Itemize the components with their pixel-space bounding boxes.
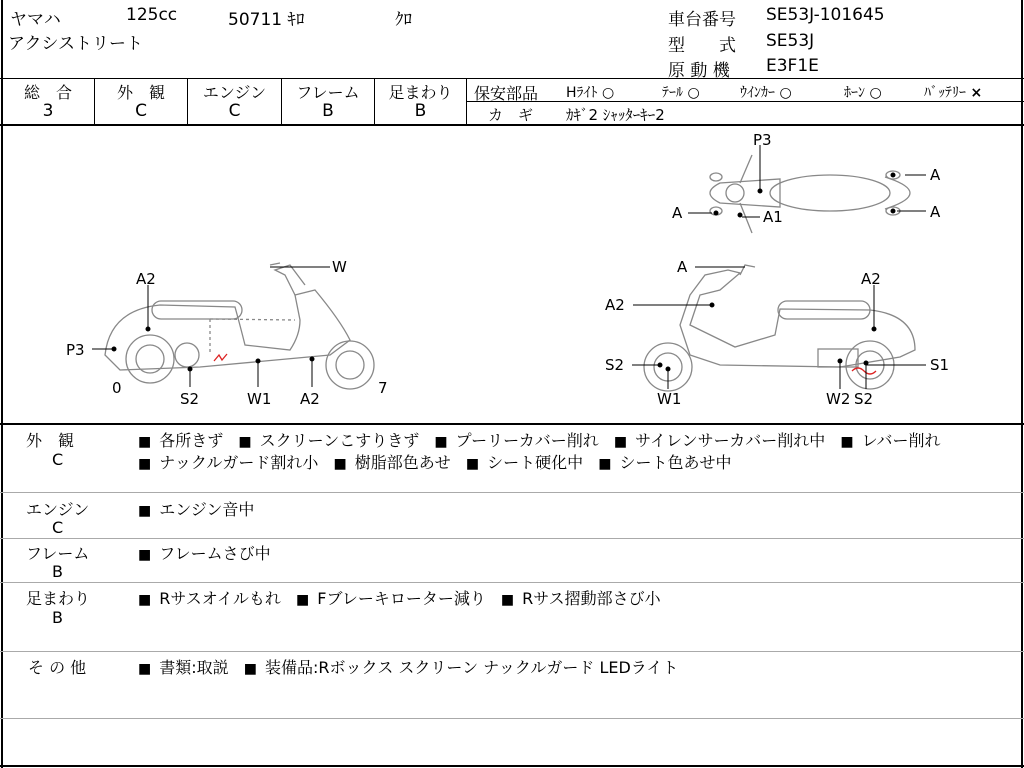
safety-label: 保安部品: [474, 84, 539, 103]
diag-label-top-a1: A1: [763, 208, 783, 226]
frame-no-label: 車台番号: [668, 10, 736, 30]
remarks-sep-5: [0, 718, 1024, 719]
frame-no: SE53J-101645: [766, 5, 885, 25]
remark-item: ■ プーリーカバー削れ: [434, 431, 598, 450]
remark-item: ■ 樹脂部色あせ: [334, 453, 451, 472]
grade-label-suspension: 足まわり: [388, 83, 453, 102]
diag-label-left-s2: S2: [180, 390, 200, 408]
diag-label-right-s2-left: S2: [605, 356, 625, 374]
remark-item: ■ ナックルガード割れ小: [138, 453, 318, 472]
section-suspension-line-1: [138, 586, 671, 609]
remark-item: ■ シート色あせ中: [598, 453, 731, 472]
engine-value: E3F1E: [766, 56, 819, 76]
safety-item-tail: ﾃｰﾙ ○: [662, 85, 700, 101]
section-suspension-label: 足まわり: [26, 589, 91, 608]
top-view-scooter: [710, 155, 910, 233]
remark-item: ■ フレームさび中: [138, 544, 271, 563]
remark-item: ■ エンジン音中: [138, 500, 254, 519]
diag-label-left-0: 0: [112, 379, 122, 397]
grade-sep-5: [466, 78, 467, 124]
section-suspension-grade: B: [52, 608, 63, 627]
diag-label-right-w2: W2: [826, 390, 851, 408]
remarks-sep-4: [0, 651, 1024, 652]
remarks-sep-3: [0, 582, 1024, 583]
engine-label: 原 動 機: [668, 61, 730, 81]
remark-item: ■ 書類:取説: [138, 658, 229, 677]
safety-item-battery: ﾊﾞｯﾃﾘｰ ×: [924, 85, 983, 101]
key-label: カ ギ: [488, 106, 534, 124]
diag-label-left-a2-top: A2: [136, 270, 156, 288]
diag-label-right-s1: S1: [930, 356, 950, 374]
section-exterior-label: 外 観: [26, 431, 75, 450]
section-exterior-line-2: [138, 450, 741, 473]
diag-label-left-p3: P3: [66, 341, 85, 359]
remark-item: ■ シート硬化中: [466, 453, 583, 472]
section-frame-label: フレーム: [26, 544, 90, 563]
remark-item: ■ Fブレーキローター減り: [296, 589, 486, 608]
grade-value-overall: 3: [42, 101, 54, 121]
section-other-line-1: [138, 655, 688, 678]
section-exterior-line-1: [138, 428, 951, 451]
diag-label-right-w1: W1: [657, 390, 682, 408]
diag-label-right-a2-right: A2: [861, 270, 881, 288]
section-other-label: そ の 他: [28, 658, 87, 677]
remark-item: ■ サイレンサーカバー削れ中: [614, 431, 825, 450]
safety-item-headlight: Hﾗｲﾄ ○: [566, 85, 615, 101]
color: ｸﾛ: [395, 10, 412, 30]
frame-bottom: [0, 765, 1024, 767]
grade-label-frame: フレーム: [296, 83, 360, 102]
section-engine-label: エンジン: [26, 500, 90, 519]
diag-label-top-a-left: A: [672, 204, 683, 222]
remark-item: ■ Rサス摺動部さび小: [501, 589, 661, 608]
diag-label-right-s2: S2: [854, 390, 874, 408]
diag-label-left-7: 7: [378, 379, 388, 397]
diag-label-left-a2-bottom: A2: [300, 390, 320, 408]
displacement: 125cc: [126, 5, 178, 25]
remark-item: ■ 装備品:Rボックス スクリーン ナックルガード LEDライト: [244, 658, 679, 677]
damage-diagram: [0, 125, 1024, 423]
grade-row-top: [0, 78, 1024, 79]
remarks-sep-1: [0, 492, 1024, 493]
diag-label-top-a-right-upper: A: [930, 166, 941, 184]
remarks-sep-2: [0, 538, 1024, 539]
key-value: ｶｷﾞ2 ｼｬｯﾀｰｷｰ2: [566, 106, 665, 124]
grade-label-exterior: 外 観: [116, 83, 165, 102]
model-name: アクシストリート: [8, 34, 143, 54]
remarks-top: [0, 423, 1024, 425]
section-engine-grade: C: [52, 518, 64, 537]
diag-label-left-w1: W1: [247, 390, 272, 408]
grade-value-frame: B: [322, 101, 334, 121]
diag-label-right-a2-left: A2: [605, 296, 625, 314]
type-label: 型 式: [668, 36, 736, 56]
remark-item: ■ スクリーンこすりきず: [238, 431, 419, 450]
maker: ヤマハ: [10, 10, 61, 30]
remark-item: ■ レバー削れ: [840, 431, 940, 450]
type-value: SE53J: [766, 31, 815, 51]
grade-label-engine: エンジン: [202, 83, 267, 102]
grade-value-engine: C: [228, 101, 241, 121]
remark-item: ■ Rサスオイルもれ: [138, 589, 281, 608]
grade-value-exterior: C: [135, 101, 147, 121]
diag-label-top-a-right-lower: A: [930, 203, 941, 221]
section-engine-line-1: [138, 497, 264, 520]
remark-item: ■ 各所きず: [138, 431, 223, 450]
diag-label-right-a: A: [677, 258, 688, 276]
section-frame-grade: B: [52, 562, 63, 581]
diag-label-left-w: W: [332, 258, 347, 276]
grade-label-overall: 総 合: [23, 83, 72, 102]
section-exterior-grade: C: [52, 450, 64, 469]
grade-value-suspension: B: [414, 101, 427, 121]
section-frame-line-1: [138, 541, 281, 564]
diag-label-top-p3: P3: [753, 131, 772, 149]
safety-item-horn: ﾎｰﾝ ○: [844, 85, 882, 101]
safety-item-winker: ｳｲﾝｶｰ ○: [740, 85, 792, 101]
mileage: 50711 ｷﾛ: [228, 10, 305, 30]
